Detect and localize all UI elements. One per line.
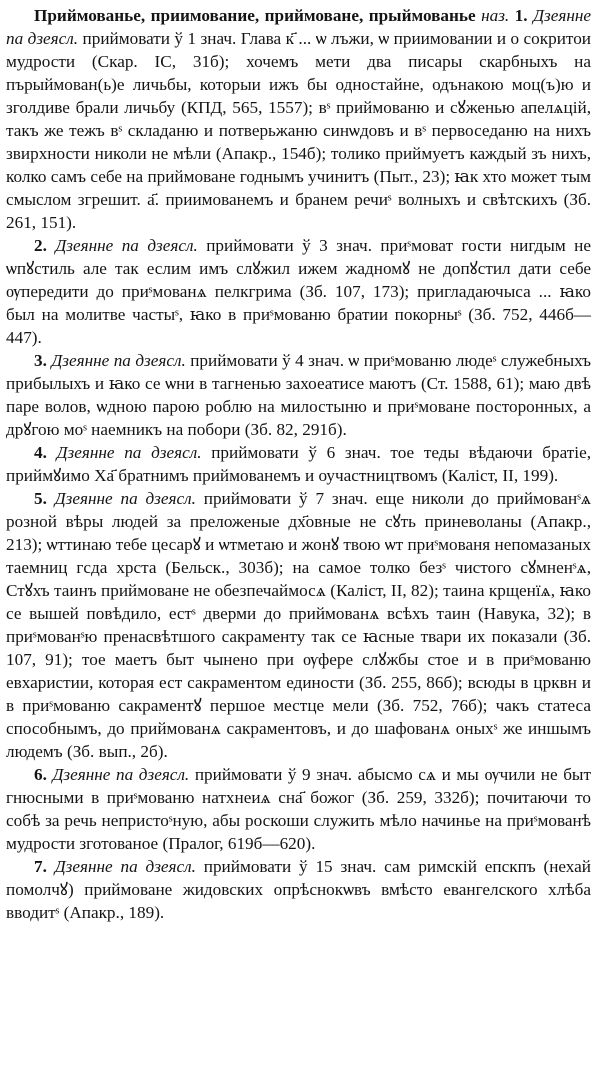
- sense-text: приймовати ў 9 знач. абысмо сѧ и мы ѹчили не быт гнюсными в приˢмованю натхнеиѧ сна҃ божог (Зб. 259, 332б); почитаючи то собѣ за речь непристоˢную, абы роскоши служить мѣло начинье на приˢмованѣ мудрости зготованое (Пралог, 619б—620).: [6, 765, 591, 853]
- sense-text: приймовати ў 6 знач. тое теды вѣдаючи братіе, приймꙋимо Ха҃ братнимъ приймованемъ и оучастництвомъ (Каліст, II, 199).: [6, 443, 591, 485]
- grammar-label: наз.: [481, 6, 510, 25]
- sense-label: Дзеянне па дзеясл.: [51, 351, 186, 370]
- sense-2: [6, 234, 591, 349]
- sense-text: приймовати ў 7 знач. еще николи до приймованˢѧ розной вѣры людей за преложеные дх҃овные не сꙋть приневоланы (Апакр., 213); ѡттинаю тебе цесарꙋ и ѡтметаю и жонꙋ твою ѡт приˢмованя непомазаных таемниц гсда хрста (Бельск., 303б); на самое толко безˢ чистого сꙋмненˢѧ, Стꙋхъ таинъ приймоване не обезпечаймосѧ (Каліст, II, 82); таина крщенїѧ, ꙗко се вышей повѣдило, естˢ дверми до приймованѧ всѣхъ таин (Навука, 32); в приˢмованˢю пренасвѣтшого сакраменту так се ꙗсные твари их показали (Зб. 107, 91); тое маетъ быт чынено при ѹфере слꙋжбы стое и в приˢмованю евхаристии, которая ест сакраментом единости (Зб. 255, 86б); всюды в црквн и в приˢмованю сакраментꙋ першое местце мели (Зб. 752, 76б); чакъ статеса способнымъ, до приймованѧ сакраментовъ, и до шафованѧ оныхˢ же иншымъ людемъ (Зб. вып., 2б).: [6, 489, 592, 761]
- sense-label: Дзеянне па дзеясл.: [54, 489, 196, 508]
- dictionary-entry: [6, 4, 591, 924]
- sense-text: приймовати ў 4 знач. ѡ приˢмованю людеˢ служебныхъ прибылыхъ и ꙗко се ѡни в тагненью захоеатисе маютъ (Ст. 1588, 61); маю двѣ паре волов, ѡдною парою роблю на милостыню и приˢмоване посторонных, а дрꙋгою моˢ наемникъ на побори (Зб. 82, 291б).: [6, 351, 592, 439]
- sense-number: 6.: [34, 765, 47, 784]
- sense-5: [6, 487, 591, 763]
- sense-label: Дзеянне па дзеясл.: [52, 765, 190, 784]
- sense-label: Дзеянне па дзеясл.: [56, 443, 202, 462]
- sense-6: [6, 763, 591, 855]
- sense-number: 4.: [34, 443, 47, 462]
- sense-text: приймовати ў 1 знач. Глава к҃ ... ѡ лъжи, ѡ приимовании и о сокритои мудрости (Скар. IC, 31б); хочемъ мети два писары скарбныхъ на пърыймован(ь)е личьбы, которыи ижъ бы одностайне, одънакою моц(ъ)ю и зголдиве брали личьбу (КПД, 565, 1557); вˢ приймованю и сꙋженью апелѧцій, такъ же тежъ вˢ складаню и потверьжаню синѡдовъ и вˢ первоседаню на нихъ звирхности николи не мѣли (Апакр., 154б); толико приймуетъ каждый зъ нихъ, колко самъ себе на приймоване годнымъ учинитъ (Пыт., 23); ꙗк хто может тым смыслом згрешит. а҃. приимованемъ и бранем речиˢ волныхъ и свѣтскихъ (Зб. 261, 151).: [6, 29, 591, 232]
- sense-label: Дзеянне па дзеясл.: [55, 236, 198, 255]
- sense-3: [6, 349, 591, 441]
- sense-label: Дзеянне па дзеясл.: [6, 6, 592, 48]
- sense-text: приймовати ў 15 знач. сам римскій епскпъ (нехай помолчꙋ) приймоване жидовских опрѣснокѡвъ вмѣсто евангелского хлѣба вводитˢ (Апакр., 189).: [6, 857, 591, 922]
- sense-number: 2.: [34, 236, 47, 255]
- sense-label: Дзеянне па дзеясл.: [54, 857, 196, 876]
- sense-text: приймовати ў 3 знач. приˢмоват гости нигдым не ѡпꙋстиль але так еслим имъ слꙋжил ижем жадномꙋ не допꙋстил дати себе ѹпередити до приˢмованѧ пелкгрима (Зб. 107, 173); пригладаючыса ... ꙗко был на молитве частыˢ, ꙗко в приˢмованю братии покорныˢ (Зб. 752, 446б—447).: [6, 236, 591, 347]
- sense-4: [6, 441, 591, 487]
- sense-7: [6, 855, 591, 924]
- sense-1: [6, 4, 591, 234]
- sense-number: 1.: [514, 6, 528, 25]
- sense-number: 3.: [34, 351, 47, 370]
- headword: Приймованьe, приимование, приймоване, прыймованье: [34, 6, 476, 25]
- sense-number: 5.: [34, 489, 47, 508]
- sense-number: 7.: [34, 857, 47, 876]
